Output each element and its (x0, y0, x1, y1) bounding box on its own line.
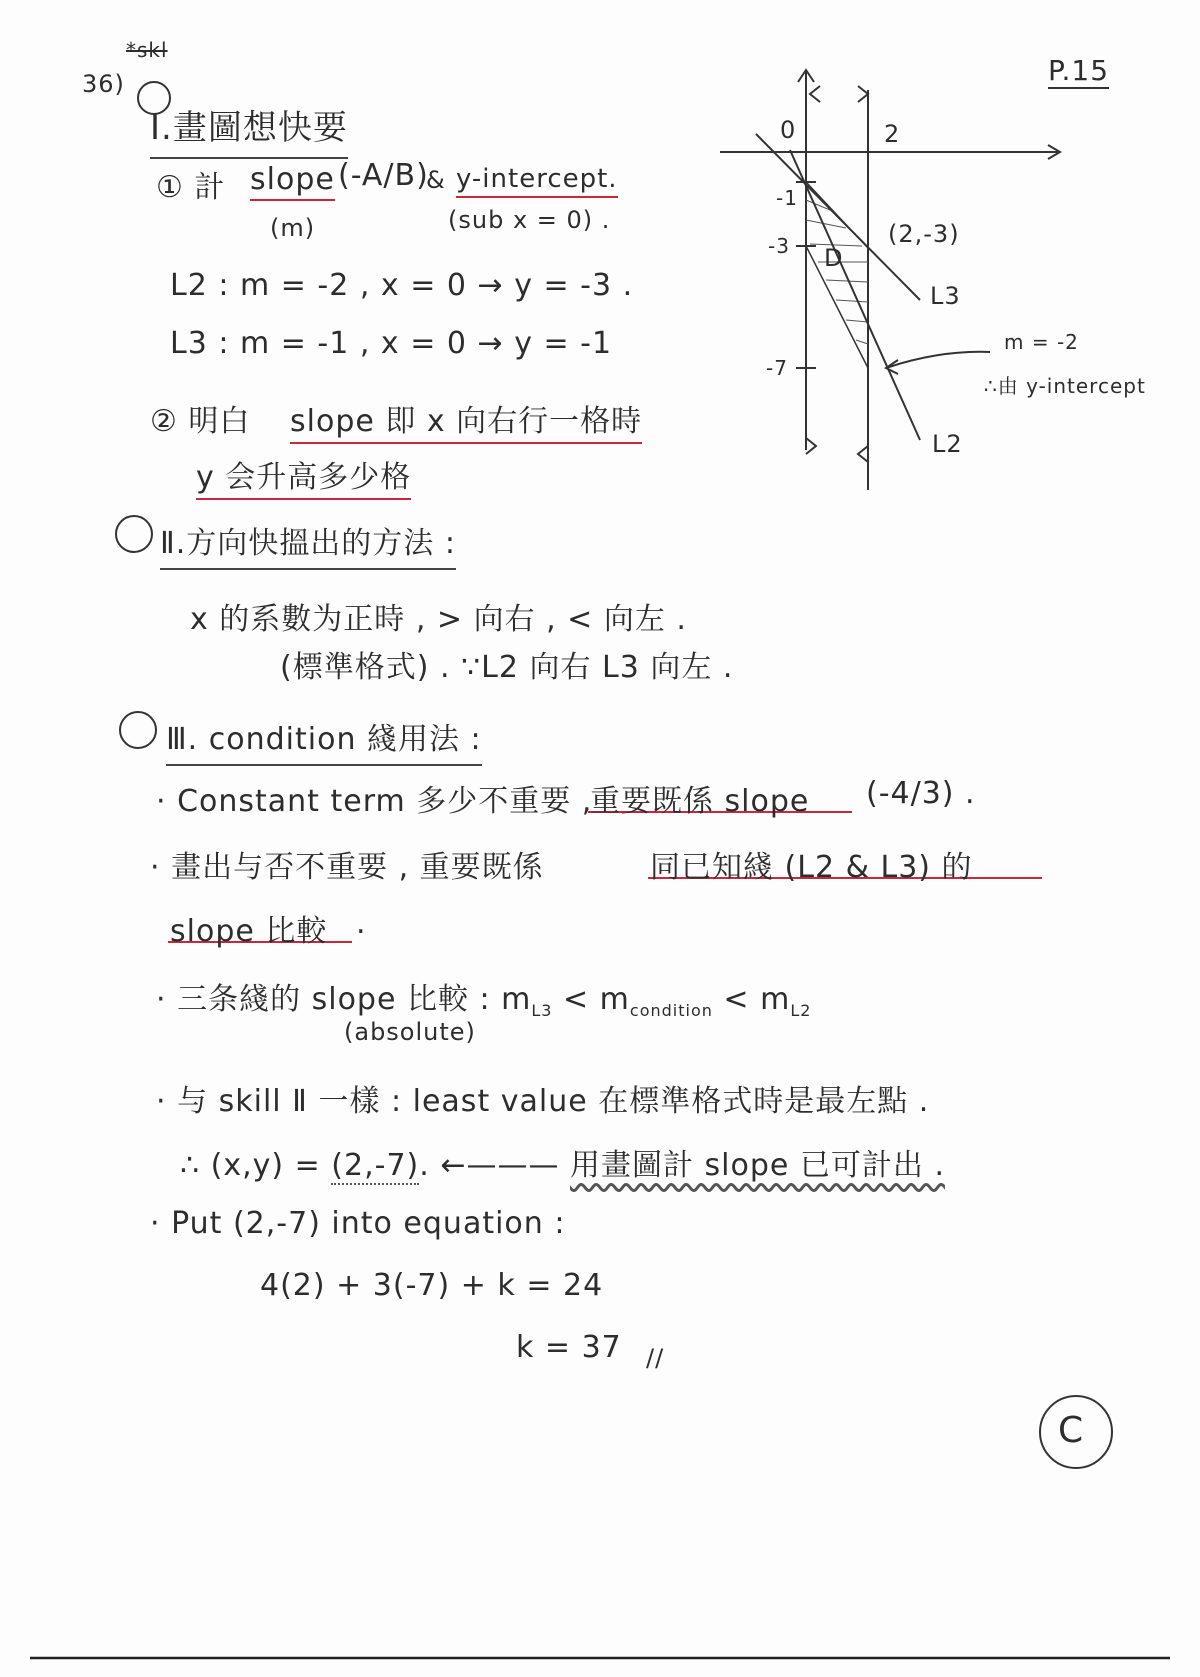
arrow-right-icon (806, 438, 816, 454)
graph-label-m: m = -2 (1004, 330, 1079, 354)
l3-line: L3 : m = -1 , x = 0 → y = -1 (170, 326, 613, 361)
graph-label-minus7: -7 (766, 356, 788, 380)
annotation-arrow (886, 352, 990, 368)
line-l3 (756, 134, 920, 300)
graph-label-l2: L2 (932, 430, 963, 458)
grade-mark: C (1058, 1410, 1085, 1451)
line-l2 (790, 150, 920, 440)
graph-label-0: 0 (780, 116, 797, 144)
step-1-slope: slope (250, 162, 335, 201)
graph-label-2: 2 (884, 120, 901, 148)
arrow-left-icon (810, 86, 820, 102)
question-number: 36) (82, 70, 125, 98)
arrow-left-icon-2 (858, 86, 868, 102)
bullet-3-lt-2: < m (712, 982, 791, 1017)
bullet-2-red: 同已知綫 (L2 & L3) 的 (650, 850, 973, 885)
step-1-prefix: ① 計 (156, 170, 226, 205)
step-1-intercept: y-intercept. (456, 164, 618, 198)
bullet-3-line (156, 974, 811, 1020)
bullet-5-note: 用畫圖計 slope 已可計出 . (570, 1148, 945, 1183)
equation-2: k = 37 (516, 1330, 622, 1365)
graph-label-minus3: -3 (768, 234, 790, 258)
feasible-region (806, 182, 868, 368)
bullet-3-sub-l2: L2 (790, 1001, 812, 1020)
bullet-5-arrow: . ←——— (419, 1148, 560, 1183)
step-1-m: (m) (270, 214, 316, 242)
step-2-line-1: slope 即 x 向右行一格時 (290, 396, 642, 444)
arrow-left-icon-3 (858, 446, 868, 462)
bullet-3-absolute: (absolute) (344, 1018, 476, 1046)
bullet-2-red-2: slope 比較 (170, 914, 328, 949)
section-3-circle (120, 712, 156, 748)
bullet-3-sub-condition: condition (629, 1001, 713, 1020)
bullet-3-text: · 三条綫的 slope 比較 : m (156, 982, 532, 1017)
equation-1: 4(2) + 3(-7) + k = 24 (260, 1268, 604, 1303)
bullet-5-prefix: ∴ (x,y) = (180, 1148, 332, 1183)
step-1-and: & (426, 166, 446, 194)
bullet-5-line (180, 1140, 945, 1184)
step-1-sub: (sub x = 0) . (448, 206, 611, 234)
skill-mark: *skl (126, 38, 168, 62)
bullet-3-lt-1: < m (552, 982, 630, 1017)
bullet-2-plain: · 畫出与否不重要 , 重要既係 (150, 850, 544, 885)
bullet-1-red: 重要既係 slope (590, 784, 810, 819)
graph-label-point: (2,-3) (888, 220, 960, 248)
section-2-line-2: (標準格式) . ∵L2 向右 L3 向左 . (280, 650, 734, 685)
bullet-1-tail: (-4/3) . (866, 776, 976, 811)
l2-line: L2 : m = -2 , x = 0 → y = -3 . (170, 268, 634, 303)
bullet-2-tail: . (356, 906, 367, 941)
section-2-title: Ⅱ.方向快搵出的方法 : (160, 518, 456, 570)
graph-label-minus1: -1 (776, 186, 798, 210)
step-1-slope-formula: (-A/B) (338, 158, 429, 193)
region-hatching (806, 200, 868, 344)
bullet-5-point: (2,-7) (331, 1148, 420, 1183)
section-1-circle (138, 82, 170, 114)
step-2-prefix: ② 明白 (150, 404, 251, 439)
bullet-1-plain: · Constant term 多少不重要 , (156, 784, 593, 819)
page-label: P.15 (1048, 54, 1110, 87)
section-2-line-1: x 的系數为正時 , > 向右 , < 向左 . (190, 602, 687, 637)
graph-label-D: D (824, 244, 844, 272)
section-3-title: Ⅲ. condition 綫用法 : (166, 714, 482, 766)
graph-label-l3: L3 (930, 282, 961, 310)
section-2-circle (116, 516, 152, 552)
equation-2-mark: // (646, 1344, 665, 1372)
bullet-4-line: · 与 skill Ⅱ 一樣 : least value 在標準格式時是最左點 . (156, 1084, 930, 1119)
step-2-line-2: y 会升高多少格 (196, 452, 411, 500)
graph-label-from: ∴由 y-intercept (984, 374, 1146, 398)
section-1-title: Ⅰ.畫圖想快要 (150, 100, 348, 159)
bullet-6-line: · Put (2,-7) into equation : (150, 1206, 566, 1241)
bullet-3-sub-l3: L3 (531, 1001, 553, 1020)
